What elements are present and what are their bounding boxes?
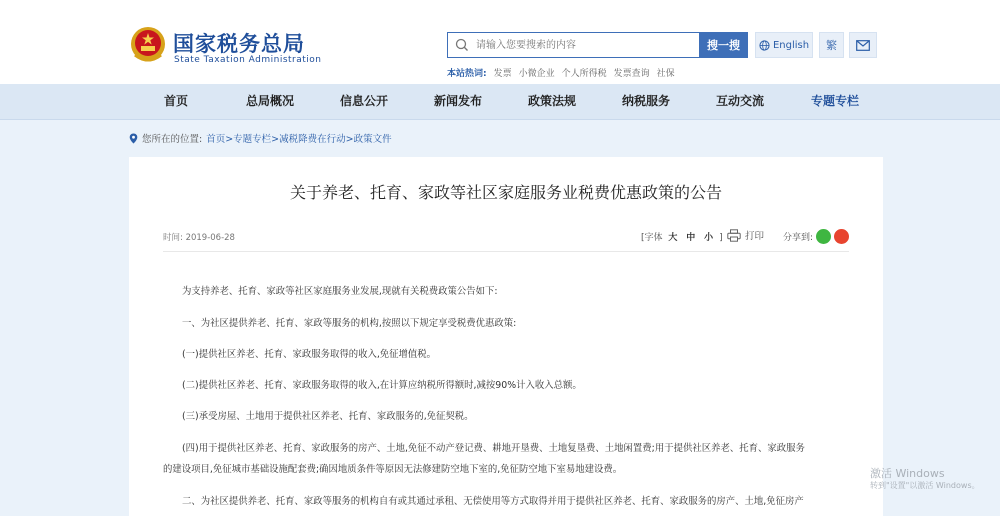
article-panel [129, 157, 883, 516]
location-pin-icon [129, 133, 138, 144]
hot-word-link[interactable]: 小微企业 [518, 69, 555, 79]
main-nav [0, 84, 1000, 120]
nav-item-special-topics[interactable]: 专题专栏 [811, 94, 860, 108]
hot-word-link[interactable]: 社保 [656, 69, 675, 79]
nav-item-tax-service[interactable]: 纳税服务 [622, 94, 671, 108]
article-paragraph: (二)提供社区养老、托育、家政服务取得的收入,在计算应纳税所得额时,减按90%计入收入总额。 [182, 380, 582, 391]
search-box [447, 32, 699, 58]
traditional-chinese-button[interactable]: 繁 [819, 32, 844, 58]
font-small-button[interactable]: 小 [704, 233, 714, 243]
globe-icon [759, 40, 770, 51]
logo-title[interactable]: 国家税务总局 [173, 31, 305, 56]
article-paragraph: (一)提供社区养老、托育、家政服务取得的收入,免征增值税。 [182, 349, 437, 360]
search-input[interactable] [476, 33, 696, 57]
hot-words-label: 本站热词: [447, 69, 487, 79]
nav-item-overview[interactable]: 总局概况 [246, 94, 295, 108]
breadcrumb [129, 131, 392, 145]
windows-activation-hint: 转到"设置"以激活 Windows。 [870, 481, 980, 490]
share-bar [783, 229, 849, 244]
article-paragraph: (四)用于提供社区养老、托育、家政服务的房产、土地,免征不动产登记费、耕地开垦费、土地复垦费、土地闲置费;用于提供社区养老、托育、家政服务 [182, 443, 805, 454]
print-label: 打印 [745, 231, 765, 242]
hot-word-link[interactable]: 发票 [493, 69, 512, 79]
meta-divider [163, 251, 849, 252]
font-size-control [641, 230, 723, 243]
font-medium-button[interactable]: 中 [686, 233, 696, 243]
hot-words [447, 66, 675, 79]
nav-item-info-disclosure[interactable]: 信息公开 [340, 94, 389, 108]
font-large-button[interactable]: 大 [668, 233, 678, 243]
mail-button[interactable] [849, 32, 877, 58]
windows-activation-watermark: 激活 Windows [870, 467, 945, 480]
article-paragraph: 的建设项目,免征城市基础设施配套费;确因地质条件等原因无法修建防空地下室的,免征防空地下室易地建设费。 [163, 464, 623, 475]
nav-item-policy[interactable]: 政策法规 [528, 94, 577, 108]
printer-icon [727, 229, 741, 242]
article-paragraph: 一、为社区提供养老、托育、家政等服务的机构,按照以下规定享受税费优惠政策: [182, 318, 517, 329]
weibo-share-icon[interactable] [834, 229, 849, 244]
hot-word-link[interactable]: 个人所得税 [561, 69, 607, 79]
font-label-close: ] [719, 233, 723, 243]
english-button[interactable] [755, 32, 813, 58]
article-title: 关于养老、托育、家政等社区家庭服务业税费优惠政策的公告 [289, 183, 722, 202]
hot-word-link[interactable]: 发票查询 [613, 69, 650, 79]
font-label-open: [字体 [641, 233, 663, 243]
share-label: 分享到: [783, 233, 814, 243]
logo-subtitle: State Taxation Administration [174, 55, 322, 65]
nav-item-interaction[interactable]: 互动交流 [716, 94, 765, 108]
site-header [0, 0, 1000, 84]
nav-item-home[interactable]: 首页 [164, 94, 189, 108]
english-label: English [772, 39, 810, 51]
search-button[interactable]: 搜一搜 [699, 32, 748, 58]
nav-item-news[interactable]: 新闻发布 [434, 94, 483, 108]
wechat-share-icon[interactable] [816, 229, 831, 244]
breadcrumb-label: 您所在的位置: [142, 134, 203, 145]
national-emblem-icon [129, 25, 167, 65]
mail-icon [856, 40, 870, 51]
article-paragraph: 二、为社区提供养老、托育、家政等服务的机构自有或其通过承租、无偿使用等方式取得并用于提供社区养老、托育、家政服务的房产、土地,免征房产 [182, 496, 804, 507]
search-icon [455, 38, 469, 52]
breadcrumb-path[interactable]: 首页>专题专栏>减税降费在行动>政策文件 [206, 134, 392, 145]
article-paragraph: 为支持养老、托育、家政等社区家庭服务业发展,现就有关税费政策公告如下: [182, 286, 498, 297]
print-button[interactable] [727, 228, 764, 242]
publish-time: 时间: 2019-06-28 [163, 233, 235, 243]
article-paragraph: (三)承受房屋、土地用于提供社区养老、托育、家政服务的,免征契税。 [182, 411, 474, 422]
